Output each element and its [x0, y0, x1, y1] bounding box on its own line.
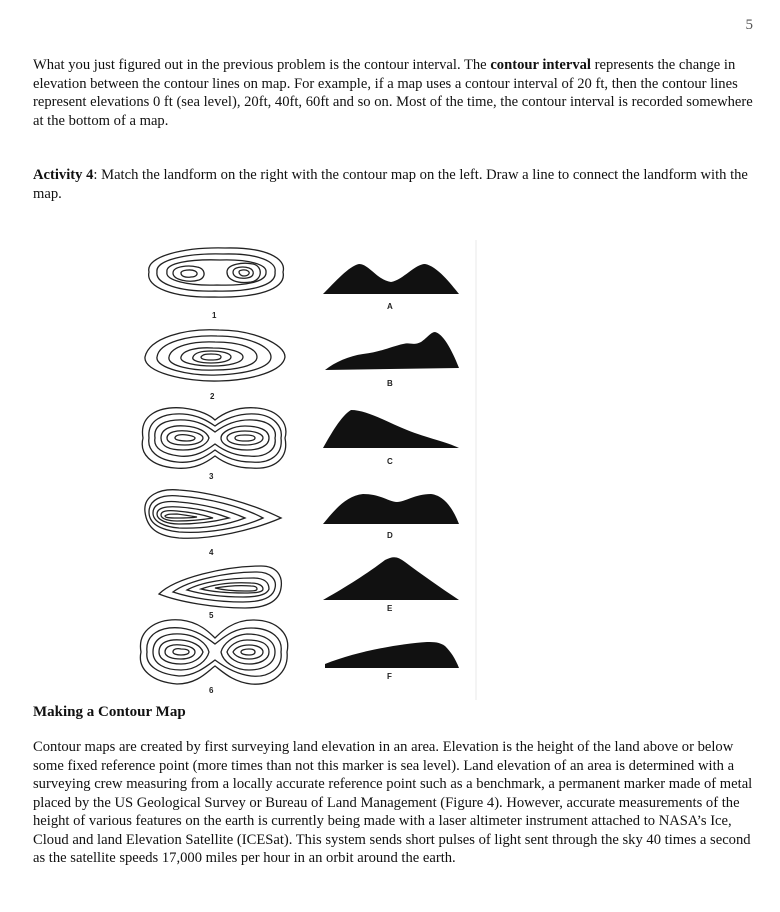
map-label-4: 4: [209, 548, 214, 557]
contour-map-6: [140, 620, 287, 684]
map-label-5: 5: [209, 611, 214, 620]
contour-matching-figure: [135, 240, 485, 710]
contour-map-3: [142, 408, 286, 469]
landform-profile-b: [325, 332, 459, 370]
profile-label-e: E: [387, 604, 393, 613]
profile-label-c: C: [387, 457, 393, 466]
activity-label: Activity 4: [33, 167, 94, 183]
contour-map-5: [159, 566, 281, 608]
profile-label-d: D: [387, 531, 393, 540]
map-label-6: 6: [209, 686, 214, 695]
section-heading: Making a Contour Map: [33, 704, 186, 720]
landform-profile-d: [323, 494, 459, 524]
section-body: Contour maps are created by first surveying land elevation in an area. Elevation is the height of the land above or below some fixed reference point (more times than not this marker is sea level). Land elevation of an area is determined with a surveying crew measuring from a locally accurate reference point such as a benchmark, a permanent marker made of metal placed by the US Geological Survey or Bureau of Land Management (Figure 4). However, accurate measurements of the height of various features on the earth is currently being made with a laser altimeter instrument attached to NASA’s Ice, Cloud and land Elevation Satellite (ICESat). This system sends short pulses of light sent through the sky 40 times a second as the satellite speeds 17,000 miles per hour in an orbit around the earth.: [33, 739, 753, 866]
activity-paragraph: [33, 166, 753, 203]
map-label-1: 1: [212, 311, 217, 320]
contour-map-2: [145, 330, 285, 381]
intro-text-after: represents the change in elevation between the contour lines on map. For example, if a map uses a contour interval of 20 ft, then the contour lines represent elevations 0 ft (sea level), 20ft, 40ft, 60ft and so on. Most of the time, the contour interval is recorded somewhere at the bottom of a map.: [33, 57, 753, 129]
contour-map-1: [149, 248, 284, 297]
landform-profile-c: [323, 410, 459, 448]
activity-text: : Match the landform on the right with the contour map on the left. Draw a line to connect the landform with the map.: [33, 167, 748, 202]
intro-text-before: What you just figured out in the previous problem is the contour interval. The: [33, 57, 491, 73]
landform-profile-f: [325, 642, 459, 668]
map-label-3: 3: [209, 472, 214, 481]
contour-map-4: [145, 490, 281, 539]
profile-label-a: A: [387, 302, 393, 311]
contour-interval-term: contour interval: [490, 57, 591, 73]
landform-profile-e: [323, 557, 459, 600]
page-number: 5: [745, 17, 753, 33]
map-label-2: 2: [210, 392, 215, 401]
profile-label-f: F: [387, 672, 392, 681]
intro-paragraph: [33, 56, 753, 130]
landform-profile-a: [323, 264, 459, 294]
profile-label-b: B: [387, 379, 393, 388]
